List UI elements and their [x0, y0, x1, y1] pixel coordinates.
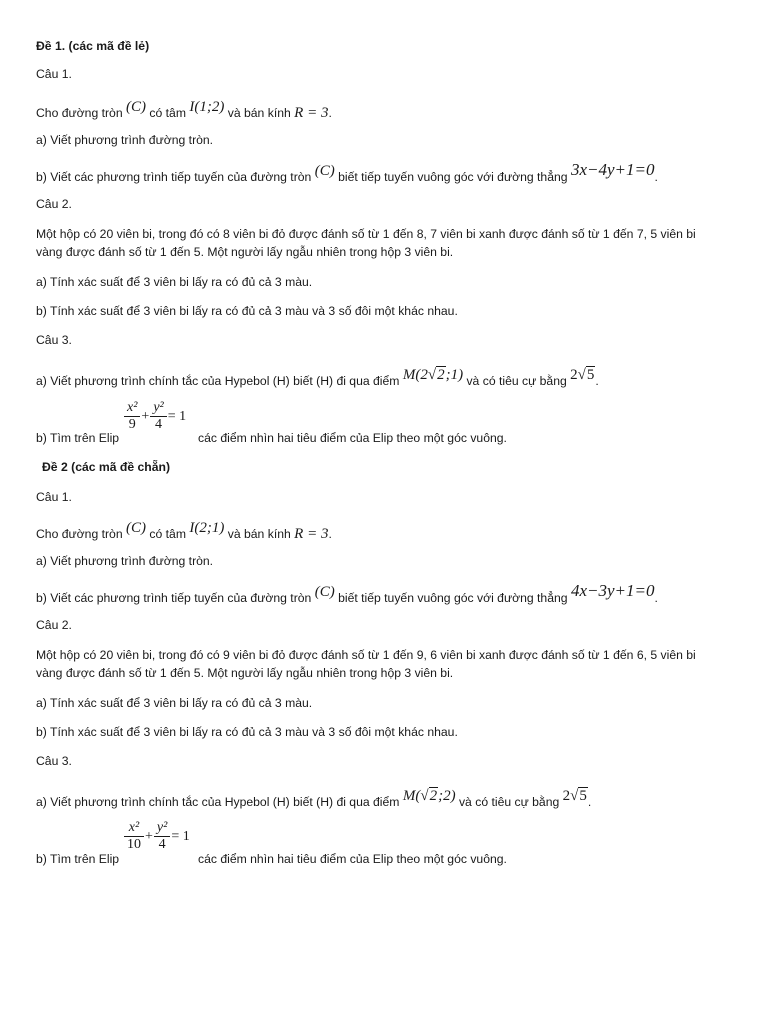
de1-cau1-part-a: a) Viết phương trình đường tròn. — [36, 133, 214, 147]
de1-cau1-part-b: b) Viết các phương trình tiếp tuyến của đường tròn (C) biết tiếp tuyến vuông góc với đường thẳng 3x−4y+1=0. — [36, 160, 658, 184]
de1-cau1-label: Câu 1. — [36, 67, 72, 81]
de2-cau2-part-b: b) Tính xác suất để 3 viên bi lấy ra có đủ cả 3 màu và 3 số đôi một khác nhau. — [36, 725, 458, 739]
fraction: $\frac{\text{x²}}{9}$ — [124, 400, 140, 433]
de1-cau2-text-2: vàng được đánh số từ 1 đến 5. Một người lấy ngẫu nhiên trong hộp 3 viên bi. — [36, 245, 454, 259]
sqrt-symbol: √5 — [570, 788, 587, 804]
de1-cau2-part-b: b) Tính xác suất để 3 viên bi lấy ra có đủ cả 3 màu và 3 số đôi một khác nhau. — [36, 304, 458, 318]
de1-cau2-part-a: a) Tính xác suất để 3 viên bi lấy ra có đủ cả 3 màu. — [36, 275, 313, 289]
circle-radius: R = 3 — [294, 526, 329, 542]
de2-cau3-label: Câu 3. — [36, 754, 72, 768]
de2-cau2-text-2: vàng được đánh số từ 1 đến 5. Một người lấy ngẫu nhiên trong hộp 3 viên bi. — [36, 666, 454, 680]
de2-ellipse-equation: $\frac{\text{x²}}{10}$ + $\frac{\text{y²}}{4}$ = 1 — [124, 820, 191, 853]
de2-cau3-part-a: a) Viết phương trình chính tắc của Hypebol (H) biết (H) đi qua điểm M(√2;2) và có tiêu cự bằng 2√5. — [36, 788, 592, 809]
line-equation: 3x−4y+1=0 — [570, 160, 655, 179]
hyperbola-point: M(√2;2) — [402, 788, 456, 804]
focal-length: 2√5 — [562, 788, 587, 804]
de2-cau1-label: Câu 1. — [36, 490, 72, 504]
de2-cau3-part-b-lead: b) Tìm trên Elip — [36, 852, 120, 866]
de2-cau1-part-a: a) Viết phương trình đường tròn. — [36, 554, 214, 568]
de2-cau1-intro: Cho đường tròn (C) có tâm I(2;1) và bán kính R = 3. — [36, 520, 332, 542]
de1-cau3-part-b-tail: các điểm nhìn hai tiêu điểm của Elip theo một góc vuông. — [198, 431, 507, 445]
de1-cau1-intro: Cho đường tròn (C) có tâm I(1;2) và bán kính R = 3. — [36, 99, 332, 121]
circle-center: I(2;1) — [189, 520, 225, 536]
circle-center: I(1;2) — [189, 99, 225, 115]
fraction: $\frac{\text{y²}}{4}$ — [150, 400, 166, 433]
de2-heading: Đề 2 (các mã đề chẵn) — [42, 460, 171, 474]
fraction: $\frac{\text{y²}}{4}$ — [154, 820, 170, 853]
de2-cau2-text-1: Một hộp có 20 viên bi, trong đó có 9 viên bi đỏ được đánh số từ 1 đến 9, 6 viên bi xanh được đánh số từ 1 đến 6, 5 viên bi — [36, 648, 696, 662]
de1-heading: Đề 1. (các mã đề lẻ) — [36, 39, 150, 53]
sqrt-symbol: √2 — [427, 367, 445, 383]
de1-ellipse-equation: $\frac{\text{x²}}{9}$ + $\frac{\text{y²}}{4}$ = 1 — [124, 400, 187, 433]
circle-radius: R = 3 — [294, 105, 329, 121]
de2-cau2-part-a: a) Tính xác suất để 3 viên bi lấy ra có đủ cả 3 màu. — [36, 696, 313, 710]
line-equation: 4x−3y+1=0 — [570, 581, 655, 600]
de1-cau3-part-a: a) Viết phương trình chính tắc của Hypebol (H) biết (H) đi qua điểm M(2√2;1) và có tiêu cự bằng 2√5. — [36, 367, 599, 388]
de2-cau3-part-b-tail: các điểm nhìn hai tiêu điểm của Elip theo một góc vuông. — [198, 852, 507, 866]
de1-cau3-part-b-lead: b) Tìm trên Elip — [36, 431, 120, 445]
de2-cau2-label: Câu 2. — [36, 618, 72, 632]
curve-c: (C) — [126, 99, 147, 115]
sqrt-symbol: √2 — [420, 788, 438, 804]
de1-cau2-text-1: Một hộp có 20 viên bi, trong đó có 8 viên bi đỏ được đánh số từ 1 đến 8, 7 viên bi xanh được đánh số từ 1 đến 7, 5 viên bi — [36, 227, 696, 241]
sqrt-symbol: √5 — [577, 367, 595, 383]
de1-cau3-label: Câu 3. — [36, 333, 72, 347]
fraction: $\frac{\text{x²}}{10}$ — [124, 820, 144, 853]
focal-length: 2√5 — [570, 367, 595, 383]
de2-cau1-part-b: b) Viết các phương trình tiếp tuyến của đường tròn (C) biết tiếp tuyến vuông góc với đường thẳng 4x−3y+1=0. — [36, 581, 658, 605]
hyperbola-point: M(2√2;1) — [402, 367, 464, 383]
curve-c: (C) — [126, 520, 147, 536]
de1-cau2-label: Câu 2. — [36, 197, 72, 211]
